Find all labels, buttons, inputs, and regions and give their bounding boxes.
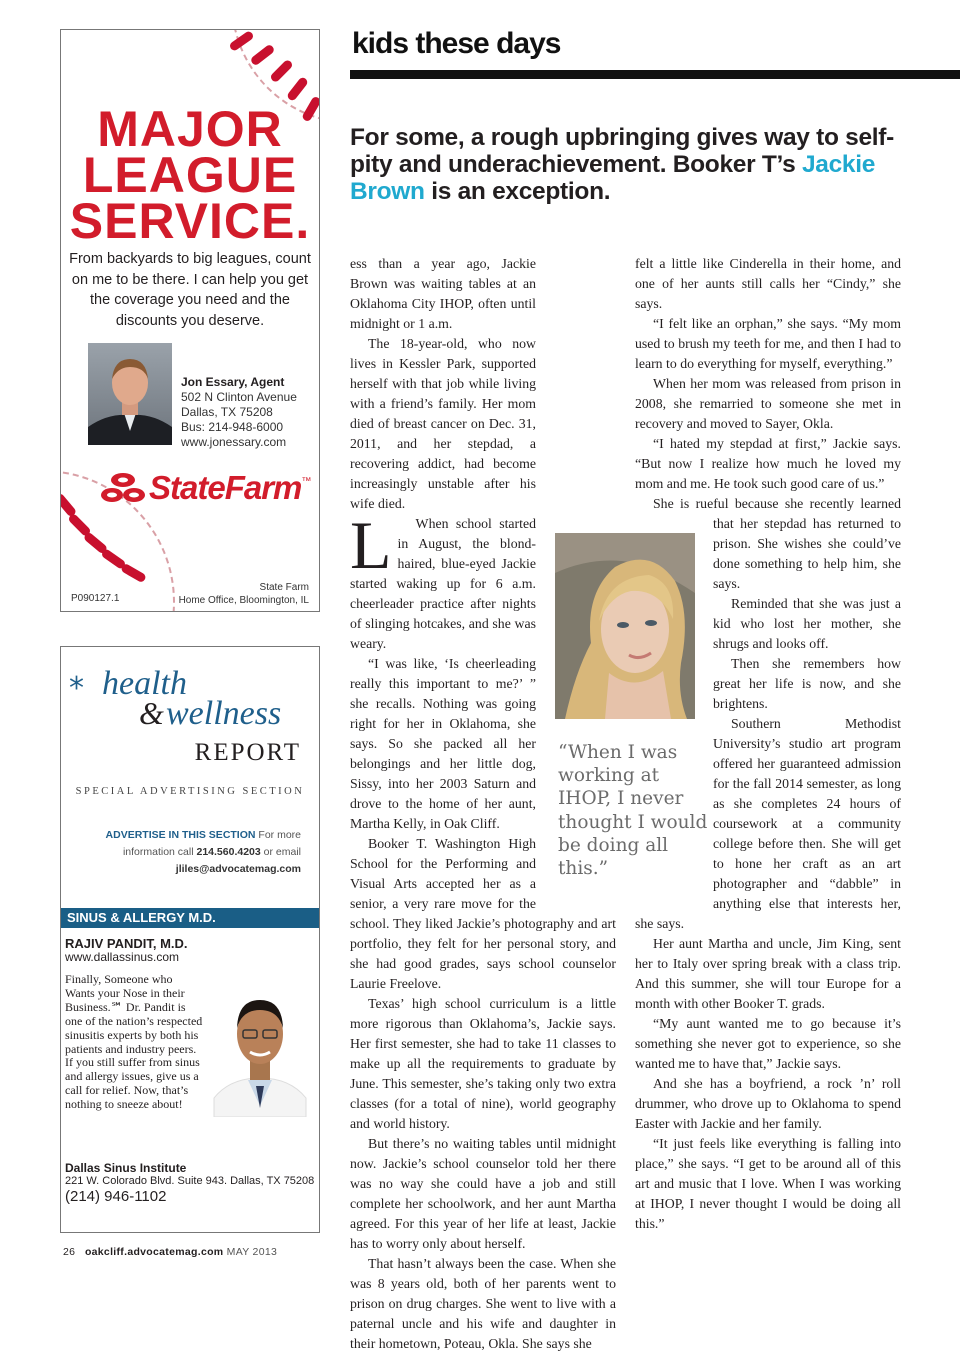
page-folio: [63, 1246, 277, 1258]
advertise-or-email: or email: [263, 846, 301, 858]
section-title: kids these days: [352, 27, 561, 60]
ad-code: P090127.1: [71, 593, 120, 604]
agent-phone: Bus: 214-948-6000: [181, 420, 284, 434]
paragraph: “I was like, ‘Is cheerleading really this important to me?’ ” she recalls. Nothing was going right for her in Oklahoma, she says. So she packed all her belongings and her little dog, Sissy, into her 2003 Saturn and drove to the home of her aunt, Martha Kelly, in Oak Cliff.: [350, 656, 536, 831]
sinus-allergy-bar: SINUS & ALLERGY M.D.: [61, 908, 319, 928]
paragraph: Her aunt Martha and uncle, Jim King, sent her to Italy over spring break with a class trip. And this summer, she will tour Europe for a month with other Booker T. grads.: [635, 936, 901, 1011]
title-health: health: [102, 665, 187, 702]
institute-phone: (214) 946-1102: [65, 1188, 167, 1205]
pull-quote: “When I was working at IHOP, I never thought I would be doing all this.”: [558, 742, 708, 880]
agent-address: 502 N Clinton Avenue: [181, 390, 297, 404]
advertise-info: [106, 827, 301, 878]
paragraph: The 18-year-old, who now lives in Kessler Park, supported herself with that job while living with a friend’s family. Her mom died of breast cancer on Dec. 31, 2011, and her stepdad, a recovering addict, had become increasingly unstable after his wife died.: [350, 336, 536, 511]
advertise-highlight: ADVERTISE IN THIS SECTION: [105, 829, 256, 841]
folio-date: MAY 2013: [226, 1246, 278, 1258]
paragraph: Southern Methodist University’s studio art program offered her guaranteed admission for the fall 2014 semester, as long as she completes 24 hours of coursework at a community college before then. She will get to hone her craft as an art photographer and “dabble” in anything else that interests her, she says.: [635, 716, 901, 931]
statefarm-ad: [60, 29, 320, 612]
headline-line: MAJOR: [97, 101, 283, 157]
title-ampersand: &: [139, 695, 164, 731]
special-section-label: SPECIAL ADVERTISING SECTION: [75, 786, 305, 797]
institute-address: 221 W. Colorado Blvd. Suite 943. Dallas, TX 75208: [65, 1175, 315, 1187]
deck-text: For some, a rough upbringing gives way to self-pity and underachievement. Booker T’s: [350, 124, 895, 178]
logo-wordmark: StateFarm: [149, 469, 302, 506]
advertise-info-pre: information call: [122, 846, 194, 858]
paragraph: “It just feels like everything is falling into place,” she says. “I get to be around all of this art and music that I love. When I was working at IHOP, I never thought I would be doing all this.”: [635, 1136, 901, 1231]
folio-site: oakcliff.advocatemag.com: [84, 1246, 224, 1258]
agent-contact: [181, 375, 297, 450]
paragraph: “I felt like an orphan,” she says. “My mom used to brush my teeth for me, and then I had to learn to do everything for myself, everything.”: [635, 316, 901, 371]
deck-text-end: is an exception.: [424, 178, 611, 205]
paragraph: She is rueful because she recently learned that her stepdad has returned to prison. She wishes she could’ve done something to help him, she says.: [653, 496, 901, 591]
asterisk-icon: *: [69, 671, 84, 706]
paragraph: But there’s no waiting tables until midnight now. Jackie’s school counselor told her there was no way she could have a job and still complete her schoolwork, and her aunt Martha agreed. For this year of her life at least, Jackie has to worry only about herself.: [350, 1136, 616, 1251]
paragraph: That hasn’t always been the case. When she was 8 years old, both of her parents went to prison on drug charges. She went to live with a paternal uncle and his wife and daughter in their hometown, Poteau, Okla. She says she: [350, 1256, 616, 1351]
paragraph: L ess than a year ago, Jackie Brown was waiting tables at an Oklahoma City IHOP, often until midnight or 1 a.m.: [350, 256, 536, 583]
drop-cap: L: [350, 507, 392, 583]
paragraph: And she has a boyfriend, a rock ’n’ roll drummer, who drove up to Oklahoma to spend Easter with Jackie and her family.: [635, 1076, 901, 1131]
doctor-name: RAJIV PANDIT, M.D.: [65, 936, 188, 951]
paragraph: Then she remembers how great her life is now, and she brightens.: [713, 656, 901, 711]
paragraph: Texas’ high school curriculum is a little more rigorous than Oklahoma’s, Jackie says. Her first semester, she had to take 11 classes to make up all the requirements to graduate by June. This semester, she’s taking only two extra classes (for a total of nine), world geography and world history.: [350, 996, 616, 1131]
ad-body-text: From backyards to big leagues, count on me to be there. I can help you get the coverage you need and the discounts you deserve.: [69, 251, 311, 329]
title-report: REPORT: [194, 739, 301, 766]
sinus-ad-copy: Finally, Someone who Wants your Nose in their Business.℠ Dr. Pandit is one of the nation’s respected sinusitis experts by both his patients and industry peers. If you still suffer from sinus and allergy issues, give us a call for relief. Now, that’s nothing to sneeze about!: [65, 972, 203, 1112]
home-office: [179, 582, 309, 607]
article-deck: [350, 124, 910, 205]
paragraph: When her mom was released from prison in 2008, she remarried to someone she met in recovery and moved to Sayer, Okla.: [635, 376, 901, 431]
office-line: State Farm: [259, 582, 309, 593]
headline-line: SERVICE.: [69, 193, 311, 249]
ad-headline: [61, 101, 319, 249]
deck-highlight: Jackie Brown: [350, 151, 876, 205]
trademark: ™: [301, 476, 312, 487]
doctor-photo: [210, 976, 310, 1117]
office-line: Home Office, Bloomington, IL: [178, 594, 309, 606]
institute-name: Dallas Sinus Institute: [65, 1161, 187, 1175]
health-wellness-report: [60, 646, 320, 1233]
section-rule: [350, 70, 960, 79]
paragraph: Booker T. Washington High School for the Performing and Visual Arts accepted her as a senior, a very rare move for the school. They liked Jackie’s photography and art portfolio, they felt for her personal story, and she had good grades, says school counselor Laurie Freelove.: [350, 836, 616, 991]
three-ovals-icon: [101, 471, 145, 505]
doctor-website[interactable]: www.dallassinus.com: [65, 950, 180, 964]
paragraph: Reminded that she was just a kid who lost her mother, she shrugs and looks off.: [713, 596, 901, 651]
jackie-photo: [555, 533, 695, 719]
advertise-email[interactable]: jliles@advocatemag.com: [175, 863, 301, 875]
paragraph: “I hated my stepdad at first,” Jackie says. “But now I realize how much he loved my mom and me. He took such good care of us.”: [635, 436, 901, 491]
agent-name: Jon Essary, Agent: [181, 375, 285, 389]
agent-website: www.jonessary.com: [181, 435, 287, 449]
agent-city: Dallas, TX 75208: [181, 405, 273, 419]
paragraph: felt a little like Cinderella in their home, and one of her aunts still calls her “Cindy,” she says.: [635, 256, 901, 311]
paragraph: When school started in August, the blond-haired, blue-eyed Jackie started waking up for 6 a.m. cheerleader practice after nights of slinging hotcakes, and she was weary.: [350, 516, 536, 651]
page-number: 26: [63, 1246, 76, 1258]
advertise-phone: 214.560.4203: [196, 846, 261, 858]
paragraph: “My aunt wanted me to go because it’s something she never got to experience, so she wanted me to have that,” Jackie says.: [635, 1016, 901, 1071]
agent-photo: [88, 343, 172, 445]
advertise-for-more: For more: [258, 829, 301, 841]
statefarm-logo: [101, 468, 311, 508]
headline-line: LEAGUE: [82, 147, 298, 203]
title-wellness: wellness: [166, 695, 282, 732]
